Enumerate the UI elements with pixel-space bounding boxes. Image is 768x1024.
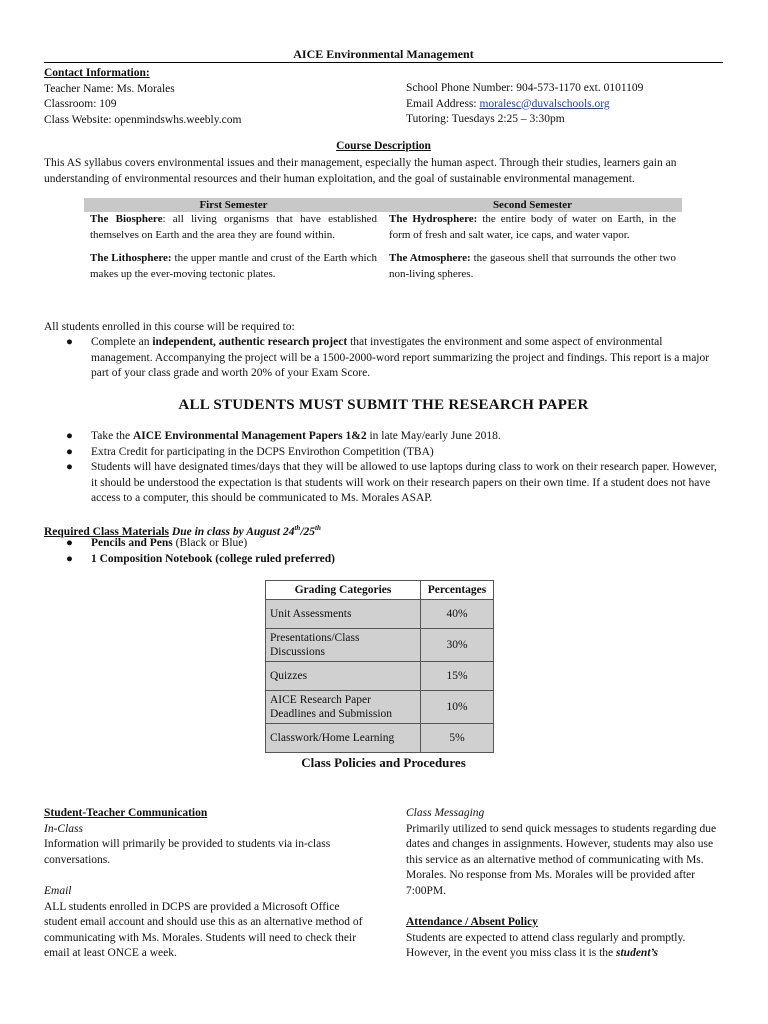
biosphere-cell — [84, 212, 383, 251]
bullet-icon: ● — [66, 552, 73, 565]
course-description-heading: Course Description — [336, 140, 431, 152]
policies-heading: Class Policies and Procedures — [301, 755, 466, 770]
title-divider — [44, 62, 723, 63]
teacher-name: Teacher Name: Ms. Morales — [44, 82, 175, 95]
exam-bullets — [44, 429, 723, 507]
tutoring-hours: Tutoring: Tuesdays 2:25 – 3:30pm — [406, 113, 565, 125]
semester-table — [84, 198, 682, 290]
project-text-pre: Complete an — [91, 336, 153, 348]
attendance-text — [406, 931, 723, 962]
school-phone: School Phone Number: 904-573-1170 ext. 0101109 — [406, 82, 644, 94]
list-item — [44, 429, 723, 445]
material1-bold: Pencils and Pens — [91, 537, 173, 549]
contact-section — [44, 66, 723, 128]
attendance-text-bold: student’s — [616, 947, 658, 959]
grade-percentage: 5% — [421, 724, 494, 753]
list-item — [44, 536, 723, 552]
attendance-text-main: Students are expected to attend class regularly and promptly. However, in the event you miss class it is the — [406, 931, 686, 959]
project-text-post: that investigates the environment and some aspect of environmental management. Accompanying the project will be a 1500-2000-word report summarizing the project and findings. This report is a major part of your class grade and worth 20% of your Exam Score. — [91, 336, 710, 379]
bullet-icon: ● — [66, 537, 73, 549]
grade-category: Quizzes — [266, 662, 421, 691]
requirements-list — [44, 335, 723, 382]
material1-rest: (Black or Blue) — [172, 537, 248, 549]
course-description-text: This AS syllabus covers environmental issues and their management, especially the human aspect. Through their studies, learners gain an understanding of environmental resources and their human exploitation, and the goal of sustainable environmental management. — [44, 157, 677, 185]
attendance-heading: Attendance / Absent Policy — [406, 916, 538, 928]
first-semester-header: First Semester — [84, 198, 383, 212]
hydrosphere-text: the entire body of water on Earth, in the form of fresh and salt water, ice caps, and water vapor. — [389, 213, 676, 241]
grading-categories-header: Grading Categories — [266, 581, 421, 600]
lithosphere-cell — [84, 251, 383, 290]
atmosphere-term: The Atmosphere: — [389, 252, 471, 264]
grade-category: Classwork/Home Learning — [266, 724, 421, 753]
due-sup2: th — [315, 524, 321, 532]
grade-category: Presentations/Class Discussions — [266, 629, 421, 662]
grade-percentage: 15% — [421, 662, 494, 691]
material2-bold: 1 Composition Notebook (college ruled preferred) — [91, 552, 335, 565]
list-item — [44, 335, 723, 382]
stc-heading: Student-Teacher Communication — [44, 807, 208, 819]
bullet1-pre: Take the — [91, 430, 133, 442]
second-semester-header: Second Semester — [383, 198, 682, 212]
biosphere-term: The Biosphere — [90, 213, 163, 225]
grade-percentage: 10% — [421, 691, 494, 724]
bullet-icon: ● — [66, 445, 73, 458]
bullet-icon: ● — [66, 430, 73, 442]
class-website: Class Website: openmindswhs.weebly.com — [44, 113, 242, 126]
grade-category: AICE Research Paper Deadlines and Submission — [266, 691, 421, 724]
bullet-icon: ● — [66, 336, 73, 348]
due-slash: /25 — [300, 525, 316, 538]
contact-heading: Contact Information: — [44, 67, 150, 79]
table-row — [266, 724, 494, 753]
list-item — [44, 552, 723, 568]
grade-category: Unit Assessments — [266, 600, 421, 629]
policies-right-column — [406, 806, 723, 962]
email-row — [406, 97, 723, 113]
due-text: Due in class by August 24 — [169, 525, 295, 538]
email-text: ALL students enrolled in DCPS are provided a Microsoft Office student email account and should use this as an alternative method of communicating with Ms. Morales. Students will need to check their email at least ONCE a week. — [44, 900, 363, 959]
email-link[interactable]: moralesc@duvalschools.org — [479, 97, 610, 110]
grade-percentage: 30% — [421, 629, 494, 662]
table-row — [266, 600, 494, 629]
list-item — [44, 460, 723, 507]
grading-table — [265, 580, 494, 753]
bullet1-post: in late May/early June 2018. — [366, 430, 501, 442]
bullet3-text: Students will have designated times/days that they will be allowed to use laptops during class to work on their research paper. However, it should be understood the expectation is that students will work on their research papers on their own time. If a student does not have access to a computer, this should be communicated to Ms. Morales ASAP. — [91, 461, 717, 504]
bullet2-text: Extra Credit for participating in the DCPS Envirothon Competition (TBA) — [91, 445, 434, 458]
hydrosphere-term: The Hydrosphere: — [389, 213, 478, 225]
atmosphere-cell — [383, 251, 682, 290]
requirements-intro: All students enrolled in this course will be required to: — [44, 321, 295, 333]
inclass-text: Information will primarily be provided to students via in-class conversations. — [44, 838, 331, 866]
class-messaging-text: Primarily utilized to send quick messages to students regarding due dates and changes in assignments. However, students may also use this service as an alternative method of communicating with Ms. Morales. No response from Ms. Morales will be provided after 7:00PM. — [406, 822, 717, 897]
email-heading: Email — [44, 885, 72, 897]
class-messaging-heading: Class Messaging — [406, 807, 485, 819]
inclass-heading: In-Class — [44, 822, 83, 835]
materials-list — [44, 536, 723, 567]
lithosphere-text: the upper mantle and crust of the Earth which makes up the ever-moving tectonic plates. — [90, 252, 377, 280]
research-paper-banner: ALL STUDENTS MUST SUBMIT THE RESEARCH PAPER — [178, 397, 589, 413]
table-row — [266, 629, 494, 662]
percentages-header: Percentages — [421, 581, 494, 600]
email-label: Email Address: — [406, 97, 480, 110]
table-row — [266, 691, 494, 724]
bullet1-bold: AICE Environmental Management Papers 1&2 — [132, 430, 367, 442]
atmosphere-text: the gaseous shell that surrounds the other two non-living spheres. — [389, 252, 676, 280]
policies-left-column — [44, 806, 366, 962]
biosphere-text: : all living organisms that have established themselves on Earth and the area they are found within. — [90, 213, 377, 241]
bullet-icon: ● — [66, 461, 73, 473]
lithosphere-term: The Lithosphere: — [90, 252, 172, 264]
classroom: Classroom: 109 — [44, 98, 117, 110]
materials-heading: Required Class Materials — [44, 525, 170, 538]
document-title: AICE Environmental Management — [293, 47, 474, 61]
hydrosphere-cell — [383, 212, 682, 251]
grade-percentage: 40% — [421, 600, 494, 629]
list-item — [44, 445, 723, 461]
due-sup1: th — [294, 524, 301, 532]
table-row — [266, 662, 494, 691]
project-text-bold: independent, authentic research project — [152, 336, 348, 348]
